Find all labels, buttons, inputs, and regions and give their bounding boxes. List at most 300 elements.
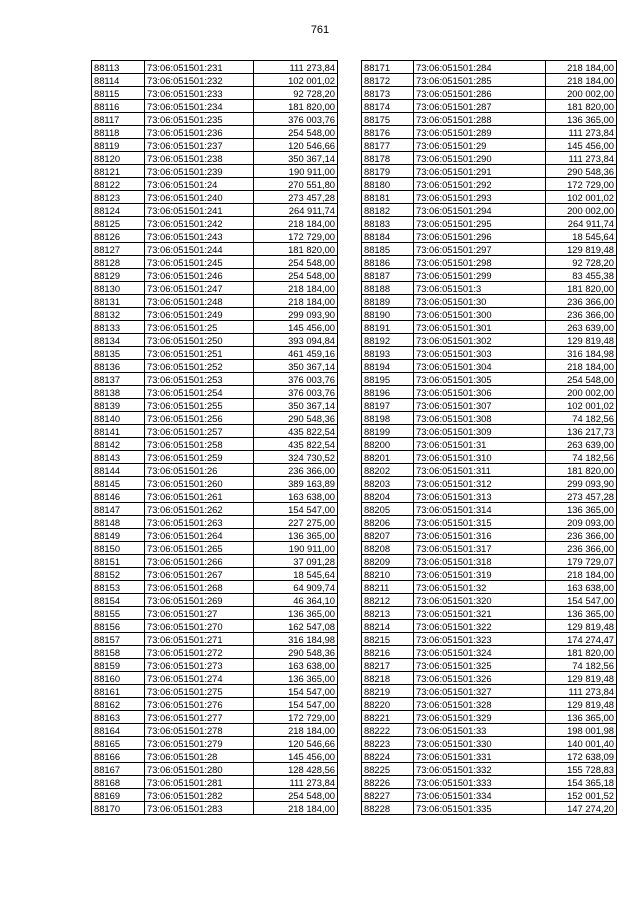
row-number: 88136 [92, 360, 145, 373]
row-number: 88206 [362, 516, 414, 529]
cadastral-number: 73:06:051501:325 [414, 659, 546, 672]
table-row [92, 230, 338, 243]
cadastral-value: 190 911,00 [254, 165, 338, 178]
cadastral-number: 73:06:051501:332 [414, 763, 546, 776]
table-row [92, 321, 338, 334]
table-row [362, 412, 617, 425]
table-row [92, 386, 338, 399]
cadastral-value: 111 273,84 [546, 126, 617, 139]
cadastral-value: 145 456,00 [546, 139, 617, 152]
cadastral-value: 74 182,56 [546, 659, 617, 672]
cadastral-value: 163 638,00 [546, 581, 617, 594]
cadastral-value: 200 002,00 [546, 204, 617, 217]
row-number: 88179 [362, 165, 414, 178]
row-number: 88113 [92, 61, 145, 74]
row-number: 88185 [362, 243, 414, 256]
cadastral-number: 73:06:051501:267 [145, 568, 254, 581]
row-number: 88153 [92, 581, 145, 594]
row-number: 88208 [362, 542, 414, 555]
cadastral-number: 73:06:051501:292 [414, 178, 546, 191]
table-row [362, 594, 617, 607]
cadastral-value: 254 548,00 [254, 256, 338, 269]
row-number: 88152 [92, 568, 145, 581]
cadastral-value: 227 275,00 [254, 516, 338, 529]
cadastral-value: 154 547,00 [254, 685, 338, 698]
cadastral-number: 73:06:051501:305 [414, 373, 546, 386]
cadastral-value: 154 547,00 [546, 594, 617, 607]
cadastral-value: 129 819,48 [546, 334, 617, 347]
row-number: 88143 [92, 451, 145, 464]
table-row [362, 126, 617, 139]
table-row [92, 750, 338, 763]
cadastral-value: 136 365,00 [546, 711, 617, 724]
row-number: 88207 [362, 529, 414, 542]
cadastral-value: 136 365,00 [254, 607, 338, 620]
table-row [92, 737, 338, 750]
row-number: 88224 [362, 750, 414, 763]
row-number: 88149 [92, 529, 145, 542]
cadastral-number: 73:06:051501:294 [414, 204, 546, 217]
cadastral-number: 73:06:051501:258 [145, 438, 254, 451]
table-row [92, 529, 338, 542]
table-row [92, 178, 338, 191]
table-row [362, 620, 617, 633]
cadastral-number: 73:06:051501:284 [414, 61, 546, 74]
cadastral-value: 181 820,00 [546, 100, 617, 113]
cadastral-number: 73:06:051501:239 [145, 165, 254, 178]
row-number: 88227 [362, 789, 414, 802]
row-number: 88193 [362, 347, 414, 360]
cadastral-value: 198 001,98 [546, 724, 617, 737]
cadastral-value: 218 184,00 [546, 74, 617, 87]
cadastral-value: 163 638,00 [254, 490, 338, 503]
row-number: 88128 [92, 256, 145, 269]
cadastral-value: 120 546,66 [254, 737, 338, 750]
cadastral-value: 154 365,18 [546, 776, 617, 789]
row-number: 88144 [92, 464, 145, 477]
table-row [362, 61, 617, 74]
table-row [92, 490, 338, 503]
table-row [362, 529, 617, 542]
row-number: 88219 [362, 685, 414, 698]
table-row [362, 451, 617, 464]
cadastral-value: 254 548,00 [254, 269, 338, 282]
cadastral-value: 129 819,48 [546, 243, 617, 256]
table-row [92, 347, 338, 360]
cadastral-number: 73:06:051501:256 [145, 412, 254, 425]
cadastral-number: 73:06:051501:244 [145, 243, 254, 256]
table-row [362, 230, 617, 243]
table-row [362, 464, 617, 477]
row-number: 88170 [92, 802, 145, 815]
cadastral-value: 316 184,98 [546, 347, 617, 360]
parcel-table-right [361, 60, 617, 815]
cadastral-number: 73:06:051501:259 [145, 451, 254, 464]
cadastral-value: 218 184,00 [254, 217, 338, 230]
row-number: 88142 [92, 438, 145, 451]
row-number: 88157 [92, 633, 145, 646]
cadastral-value: 46 364,10 [254, 594, 338, 607]
cadastral-value: 136 365,00 [546, 607, 617, 620]
cadastral-number: 73:06:051501:266 [145, 555, 254, 568]
cadastral-number: 73:06:051501:324 [414, 646, 546, 659]
cadastral-number: 73:06:051501:255 [145, 399, 254, 412]
table-row [92, 555, 338, 568]
cadastral-number: 73:06:051501:274 [145, 672, 254, 685]
cadastral-number: 73:06:051501:231 [145, 61, 254, 74]
cadastral-value: 299 093,90 [254, 308, 338, 321]
row-number: 88215 [362, 633, 414, 646]
row-number: 88122 [92, 178, 145, 191]
cadastral-number: 73:06:051501:291 [414, 165, 546, 178]
table-row [362, 178, 617, 191]
table-row [92, 542, 338, 555]
table-row [92, 243, 338, 256]
row-number: 88175 [362, 113, 414, 126]
cadastral-value: 236 366,00 [254, 464, 338, 477]
cadastral-number: 73:06:051501:323 [414, 633, 546, 646]
cadastral-number: 73:06:051501:260 [145, 477, 254, 490]
cadastral-number: 73:06:051501:312 [414, 477, 546, 490]
cadastral-value: 209 093,00 [546, 516, 617, 529]
cadastral-value: 174 274,47 [546, 633, 617, 646]
cadastral-number: 73:06:051501:243 [145, 230, 254, 243]
table-row [92, 152, 338, 165]
cadastral-value: 236 366,00 [546, 295, 617, 308]
table-row [362, 581, 617, 594]
table-row [362, 360, 617, 373]
row-number: 88189 [362, 295, 414, 308]
table-row [92, 477, 338, 490]
table-row [362, 685, 617, 698]
cadastral-number: 73:06:051501:286 [414, 87, 546, 100]
cadastral-value: 145 456,00 [254, 321, 338, 334]
table-row [362, 633, 617, 646]
row-number: 88177 [362, 139, 414, 152]
table-row [362, 646, 617, 659]
table-row [362, 750, 617, 763]
cadastral-number: 73:06:051501:29 [414, 139, 546, 152]
cadastral-number: 73:06:051501:307 [414, 399, 546, 412]
table-row [362, 74, 617, 87]
cadastral-number: 73:06:051501:298 [414, 256, 546, 269]
cadastral-number: 73:06:051501:265 [145, 542, 254, 555]
row-number: 88223 [362, 737, 414, 750]
row-number: 88129 [92, 269, 145, 282]
cadastral-number: 73:06:051501:295 [414, 217, 546, 230]
row-number: 88203 [362, 477, 414, 490]
table-row [362, 191, 617, 204]
cadastral-value: 136 365,00 [546, 503, 617, 516]
row-number: 88192 [362, 334, 414, 347]
cadastral-value: 376 003,76 [254, 113, 338, 126]
cadastral-number: 73:06:051501:261 [145, 490, 254, 503]
row-number: 88139 [92, 399, 145, 412]
table-row [362, 607, 617, 620]
cadastral-value: 92 728,20 [254, 87, 338, 100]
cadastral-number: 73:06:051501:237 [145, 139, 254, 152]
table-row [362, 789, 617, 802]
cadastral-number: 73:06:051501:238 [145, 152, 254, 165]
table-row [362, 113, 617, 126]
row-number: 88171 [362, 61, 414, 74]
row-number: 88187 [362, 269, 414, 282]
row-number: 88159 [92, 659, 145, 672]
table-row [92, 802, 338, 815]
row-number: 88116 [92, 100, 145, 113]
table-row [362, 438, 617, 451]
table-row [92, 425, 338, 438]
cadastral-number: 73:06:051501:257 [145, 425, 254, 438]
table-row [362, 542, 617, 555]
page-number: 761 [310, 24, 330, 36]
table-row [92, 594, 338, 607]
table-row [362, 724, 617, 737]
cadastral-value: 92 728,20 [546, 256, 617, 269]
row-number: 88150 [92, 542, 145, 555]
cadastral-number: 73:06:051501:264 [145, 529, 254, 542]
table-row [362, 568, 617, 581]
row-number: 88154 [92, 594, 145, 607]
row-number: 88131 [92, 295, 145, 308]
table-row [92, 464, 338, 477]
table-row [92, 412, 338, 425]
cadastral-value: 181 820,00 [254, 243, 338, 256]
cadastral-value: 218 184,00 [546, 360, 617, 373]
table-row [92, 711, 338, 724]
cadastral-number: 73:06:051501:277 [145, 711, 254, 724]
cadastral-number: 73:06:051501:280 [145, 763, 254, 776]
row-number: 88180 [362, 178, 414, 191]
cadastral-number: 73:06:051501:249 [145, 308, 254, 321]
row-number: 88163 [92, 711, 145, 724]
cadastral-number: 73:06:051501:310 [414, 451, 546, 464]
row-number: 88127 [92, 243, 145, 256]
row-number: 88140 [92, 412, 145, 425]
cadastral-value: 263 639,00 [546, 321, 617, 334]
table-row [92, 633, 338, 646]
row-number: 88198 [362, 412, 414, 425]
row-number: 88186 [362, 256, 414, 269]
cadastral-number: 73:06:051501:290 [414, 152, 546, 165]
row-number: 88130 [92, 282, 145, 295]
cadastral-value: 102 001,02 [546, 191, 617, 204]
table-row [362, 477, 617, 490]
cadastral-number: 73:06:051501:309 [414, 425, 546, 438]
row-number: 88165 [92, 737, 145, 750]
row-number: 88133 [92, 321, 145, 334]
cadastral-value: 350 367,14 [254, 399, 338, 412]
cadastral-value: 236 366,00 [546, 542, 617, 555]
cadastral-value: 273 457,28 [254, 191, 338, 204]
table-row [92, 607, 338, 620]
table-row [92, 256, 338, 269]
row-number: 88125 [92, 217, 145, 230]
table-row [92, 399, 338, 412]
cadastral-value: 290 548,36 [254, 412, 338, 425]
table-row [362, 711, 617, 724]
row-number: 88141 [92, 425, 145, 438]
table-row [92, 295, 338, 308]
cadastral-number: 73:06:051501:26 [145, 464, 254, 477]
cadastral-number: 73:06:051501:296 [414, 230, 546, 243]
cadastral-number: 73:06:051501:318 [414, 555, 546, 568]
table-row [92, 217, 338, 230]
cadastral-value: 111 273,84 [254, 776, 338, 789]
row-number: 88164 [92, 724, 145, 737]
row-number: 88117 [92, 113, 145, 126]
table-row [92, 373, 338, 386]
table-row [362, 152, 617, 165]
cadastral-number: 73:06:051501:311 [414, 464, 546, 477]
cadastral-value: 172 729,00 [254, 230, 338, 243]
table-row [362, 282, 617, 295]
cadastral-number: 73:06:051501:245 [145, 256, 254, 269]
table-row [92, 581, 338, 594]
row-number: 88205 [362, 503, 414, 516]
cadastral-number: 73:06:051501:240 [145, 191, 254, 204]
row-number: 88214 [362, 620, 414, 633]
cadastral-value: 102 001,02 [254, 74, 338, 87]
cadastral-value: 152 001,52 [546, 789, 617, 802]
cadastral-value: 129 819,48 [546, 698, 617, 711]
row-number: 88124 [92, 204, 145, 217]
cadastral-value: 316 184,98 [254, 633, 338, 646]
cadastral-value: 264 911,74 [546, 217, 617, 230]
cadastral-number: 73:06:051501:329 [414, 711, 546, 724]
cadastral-number: 73:06:051501:232 [145, 74, 254, 87]
row-number: 88195 [362, 373, 414, 386]
table-row [362, 269, 617, 282]
table-row [362, 321, 617, 334]
row-number: 88137 [92, 373, 145, 386]
cadastral-number: 73:06:051501:234 [145, 100, 254, 113]
cadastral-number: 73:06:051501:275 [145, 685, 254, 698]
row-number: 88182 [362, 204, 414, 217]
cadastral-value: 393 094,84 [254, 334, 338, 347]
table-row [362, 503, 617, 516]
cadastral-value: 155 728,83 [546, 763, 617, 776]
row-number: 88188 [362, 282, 414, 295]
cadastral-number: 73:06:051501:314 [414, 503, 546, 516]
cadastral-number: 73:06:051501:242 [145, 217, 254, 230]
row-number: 88201 [362, 451, 414, 464]
row-number: 88120 [92, 152, 145, 165]
cadastral-value: 18 545,64 [546, 230, 617, 243]
cadastral-value: 154 547,00 [254, 698, 338, 711]
row-number: 88173 [362, 87, 414, 100]
cadastral-value: 179 729,07 [546, 555, 617, 568]
table-row [362, 295, 617, 308]
row-number: 88135 [92, 347, 145, 360]
cadastral-number: 73:06:051501:299 [414, 269, 546, 282]
cadastral-value: 64 909,74 [254, 581, 338, 594]
table-row [92, 334, 338, 347]
row-number: 88126 [92, 230, 145, 243]
cadastral-value: 218 184,00 [254, 724, 338, 737]
row-number: 88181 [362, 191, 414, 204]
table-row [92, 87, 338, 100]
table-row [362, 217, 617, 230]
table-row [92, 61, 338, 74]
row-number: 88156 [92, 620, 145, 633]
table-row [362, 204, 617, 217]
row-number: 88121 [92, 165, 145, 178]
cadastral-value: 172 729,00 [546, 178, 617, 191]
cadastral-value: 37 091,28 [254, 555, 338, 568]
cadastral-number: 73:06:051501:293 [414, 191, 546, 204]
row-number: 88158 [92, 646, 145, 659]
row-number: 88213 [362, 607, 414, 620]
row-number: 88145 [92, 477, 145, 490]
cadastral-value: 172 729,00 [254, 711, 338, 724]
cadastral-number: 73:06:051501:302 [414, 334, 546, 347]
cadastral-number: 73:06:051501:322 [414, 620, 546, 633]
cadastral-number: 73:06:051501:273 [145, 659, 254, 672]
cadastral-number: 73:06:051501:269 [145, 594, 254, 607]
table-row [92, 308, 338, 321]
cadastral-value: 162 547,08 [254, 620, 338, 633]
row-number: 88211 [362, 581, 414, 594]
table-row [362, 399, 617, 412]
cadastral-value: 74 182,56 [546, 412, 617, 425]
cadastral-number: 73:06:051501:282 [145, 789, 254, 802]
table-row [92, 672, 338, 685]
table-row [92, 451, 338, 464]
row-number: 88172 [362, 74, 414, 87]
cadastral-value: 140 001,40 [546, 737, 617, 750]
cadastral-value: 236 366,00 [546, 308, 617, 321]
cadastral-value: 389 163,89 [254, 477, 338, 490]
cadastral-number: 73:06:051501:263 [145, 516, 254, 529]
row-number: 88218 [362, 672, 414, 685]
table-row [92, 165, 338, 178]
cadastral-number: 73:06:051501:331 [414, 750, 546, 763]
cadastral-number: 73:06:051501:279 [145, 737, 254, 750]
cadastral-value: 435 822,54 [254, 425, 338, 438]
table-row [92, 503, 338, 516]
cadastral-value: 147 274,20 [546, 802, 617, 815]
table-row [362, 425, 617, 438]
table-row [92, 763, 338, 776]
cadastral-value: 254 548,00 [254, 789, 338, 802]
cadastral-value: 181 820,00 [546, 646, 617, 659]
cadastral-number: 73:06:051501:313 [414, 490, 546, 503]
cadastral-number: 73:06:051501:246 [145, 269, 254, 282]
cadastral-number: 73:06:051501:289 [414, 126, 546, 139]
cadastral-value: 350 367,14 [254, 360, 338, 373]
cadastral-number: 73:06:051501:333 [414, 776, 546, 789]
row-number: 88138 [92, 386, 145, 399]
row-number: 88147 [92, 503, 145, 516]
table-row [92, 724, 338, 737]
cadastral-value: 290 548,36 [546, 165, 617, 178]
row-number: 88166 [92, 750, 145, 763]
table-row [362, 373, 617, 386]
cadastral-number: 73:06:051501:3 [414, 282, 546, 295]
table-row [92, 685, 338, 698]
cadastral-value: 136 217,73 [546, 425, 617, 438]
cadastral-number: 73:06:051501:319 [414, 568, 546, 581]
row-number: 88184 [362, 230, 414, 243]
row-number: 88161 [92, 685, 145, 698]
cadastral-number: 73:06:051501:247 [145, 282, 254, 295]
row-number: 88217 [362, 659, 414, 672]
cadastral-number: 73:06:051501:272 [145, 646, 254, 659]
cadastral-number: 73:06:051501:241 [145, 204, 254, 217]
table-row [92, 438, 338, 451]
row-number: 88123 [92, 191, 145, 204]
